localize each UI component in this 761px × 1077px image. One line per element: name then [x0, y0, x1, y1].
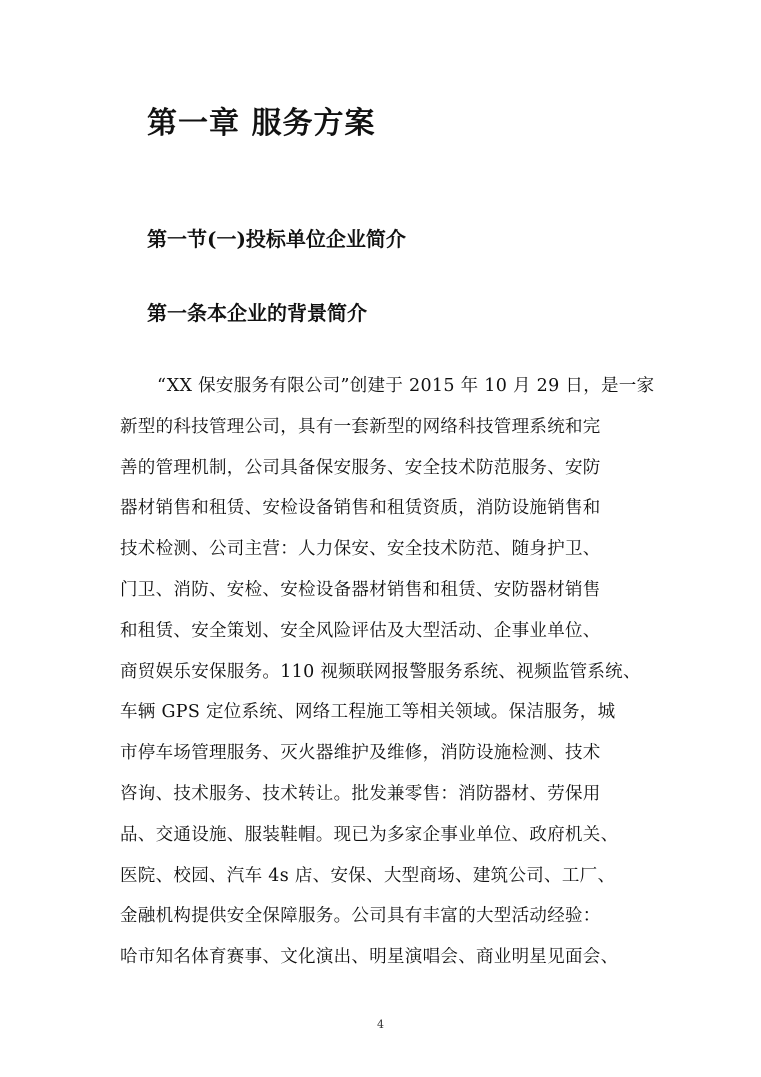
article-title: 第一条本企业的背景简介: [147, 301, 367, 325]
paragraph-line: 和租赁、安全策划、安全风险评估及大型活动、企事业单位、: [120, 620, 601, 641]
paragraph-line: 商贸娱乐安保服务。110 视频联网报警服务系统、视频监管系统、: [120, 661, 641, 682]
paragraph-line: 咨询、技术服务、技术转让。批发兼零售：消防器材、劳保用: [120, 783, 601, 804]
paragraph-line: 市停车场管理服务、灭火器维护及维修，消防设施检测、技术: [120, 743, 601, 764]
section-title: 第一节(一)投标单位企业简介: [147, 227, 406, 251]
paragraph-line: 技术检测、公司主营：人力保安、安全技术防范、随身护卫、: [120, 539, 601, 560]
paragraph-line: 新型的科技管理公司，具有一套新型的网络科技管理系统和完: [120, 416, 601, 437]
paragraph-line: 器材销售和租赁、安检设备销售和租赁资质，消防设施销售和: [120, 498, 601, 519]
paragraph-line: 哈市知名体育赛事、文化演出、明星演唱会、商业明星见面会、: [120, 947, 619, 968]
paragraph-line: 品、交通设施、服装鞋帽。现已为多家企事业单位、政府机关、: [120, 824, 619, 845]
paragraph-line: “XX 保安服务有限公司”创建于 2015 年 10 月 29 日，是一家: [157, 376, 655, 396]
paragraph-line: 车辆 GPS 定位系统、网络工程施工等相关领域。保洁服务，城: [120, 702, 616, 723]
page-number: 4: [377, 1018, 384, 1031]
paragraph-line: 金融机构提供安全保障服务。公司具有丰富的大型活动经验：: [120, 906, 601, 927]
chapter-title: 第一章 服务方案: [147, 106, 376, 141]
paragraph-line: 医院、校园、汽车 4s 店、安保、大型商场、建筑公司、工厂、: [120, 865, 616, 886]
body-paragraph: [120, 366, 655, 978]
paragraph-line: 善的管理机制，公司具备保安服务、安全技术防范服务、安防: [120, 457, 601, 478]
paragraph-line: 门卫、消防、安检、安检设备器材销售和租赁、安防器材销售: [120, 579, 601, 600]
